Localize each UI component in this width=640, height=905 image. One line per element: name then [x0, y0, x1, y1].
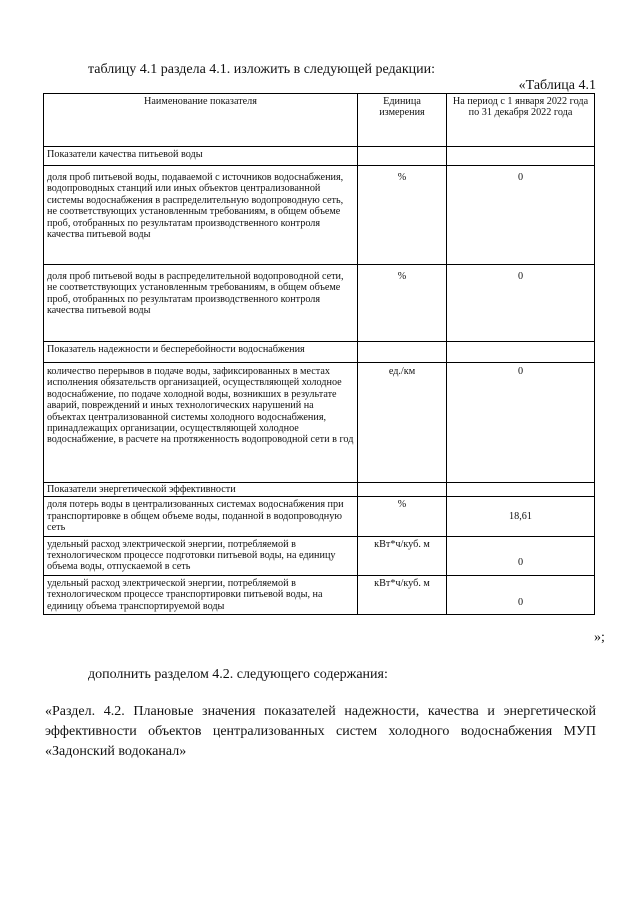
- table-end-mark: »;: [594, 630, 605, 645]
- row-value: 0: [447, 166, 595, 265]
- row-name: доля проб питьевой воды в распределительной водопроводной сети, не соответствующих установленным требованиям, в общем объеме проб, отобранных по результатам производственного контроля качества питьевой воды: [44, 265, 358, 342]
- table-section-row: [44, 147, 595, 166]
- row-value: 0: [447, 363, 595, 483]
- row-name: доля проб питьевой воды, подаваемой с источников водоснабжения, водопроводных станций или иных объектов централизованной системы водоснабжения в распределительную водопроводную сеть, не соответствующих установленным требованиям, в общем объеме проб, отобранных по результатам производственного контроля качества питьевой воды: [44, 166, 358, 265]
- row-unit: кВт*ч/куб. м: [358, 575, 447, 614]
- table-caption: «Таблица 4.1: [518, 78, 596, 93]
- intro-line: таблицу 4.1 раздела 4.1. изложить в следующей редакции:: [88, 62, 436, 77]
- table-row: [44, 363, 595, 483]
- row-name: удельный расход электрической энергии, потребляемой в технологическом процессе транспортировки питьевой воды, на единицу объема транспортируемой воды: [44, 575, 358, 614]
- row-value: 0: [447, 265, 595, 342]
- header-period: На период с 1 января 2022 года по 31 декабря 2022 года: [447, 94, 595, 147]
- table-section-row: [44, 342, 595, 363]
- row-unit: ед./км: [358, 363, 447, 483]
- table-row: [44, 497, 595, 536]
- table-row: [44, 536, 595, 575]
- row-value: 0: [447, 536, 595, 575]
- section-title: Показатели энергетической эффективности: [44, 483, 358, 497]
- row-name: доля потерь воды в централизованных системах водоснабжения при транспортировке в общем объеме воды, поданной в водопроводную сеть: [44, 497, 358, 536]
- table-header-row: [44, 94, 595, 147]
- header-name: Наименование показателя: [44, 94, 358, 147]
- row-unit: %: [358, 497, 447, 536]
- second-line: дополнить разделом 4.2. следующего содержания:: [88, 667, 388, 682]
- table-section-row: [44, 483, 595, 497]
- indicators-table: [43, 93, 595, 615]
- row-name: удельный расход электрической энергии, потребляемой в технологическом процессе подготовки питьевой воды, на единицу объема воды, отпускаемой в сеть: [44, 536, 358, 575]
- section-title: Показатель надежности и бесперебойности водоснабжения: [44, 342, 358, 363]
- table-row: [44, 166, 595, 265]
- row-value: 18,61: [447, 497, 595, 536]
- row-name: количество перерывов в подаче воды, зафиксированных в местах исполнения обязательств организацией, осуществляющей холодное водоснабжение, по подаче холодной воды, возникших в результате аварий, повреждений и иных технологических нарушений на объектах централизованной системы холодного водоснабжения, принадлежащих организации, осуществляющей холодное водоснабжение, в расчете на протяженность водопроводной сети в год: [44, 363, 358, 483]
- section-title: Показатели качества питьевой воды: [44, 147, 358, 166]
- section-paragraph: «Раздел. 4.2. Плановые значения показателей надежности, качества и энергетической эффективности объектов централизованных систем холодного водоснабжения МУП «Задонский водоканал»: [45, 704, 596, 759]
- row-unit: %: [358, 166, 447, 265]
- header-unit: Единица измерения: [358, 94, 447, 147]
- row-unit: кВт*ч/куб. м: [358, 536, 447, 575]
- row-value: 0: [447, 575, 595, 614]
- row-unit: %: [358, 265, 447, 342]
- table-row: [44, 575, 595, 614]
- table-row: [44, 265, 595, 342]
